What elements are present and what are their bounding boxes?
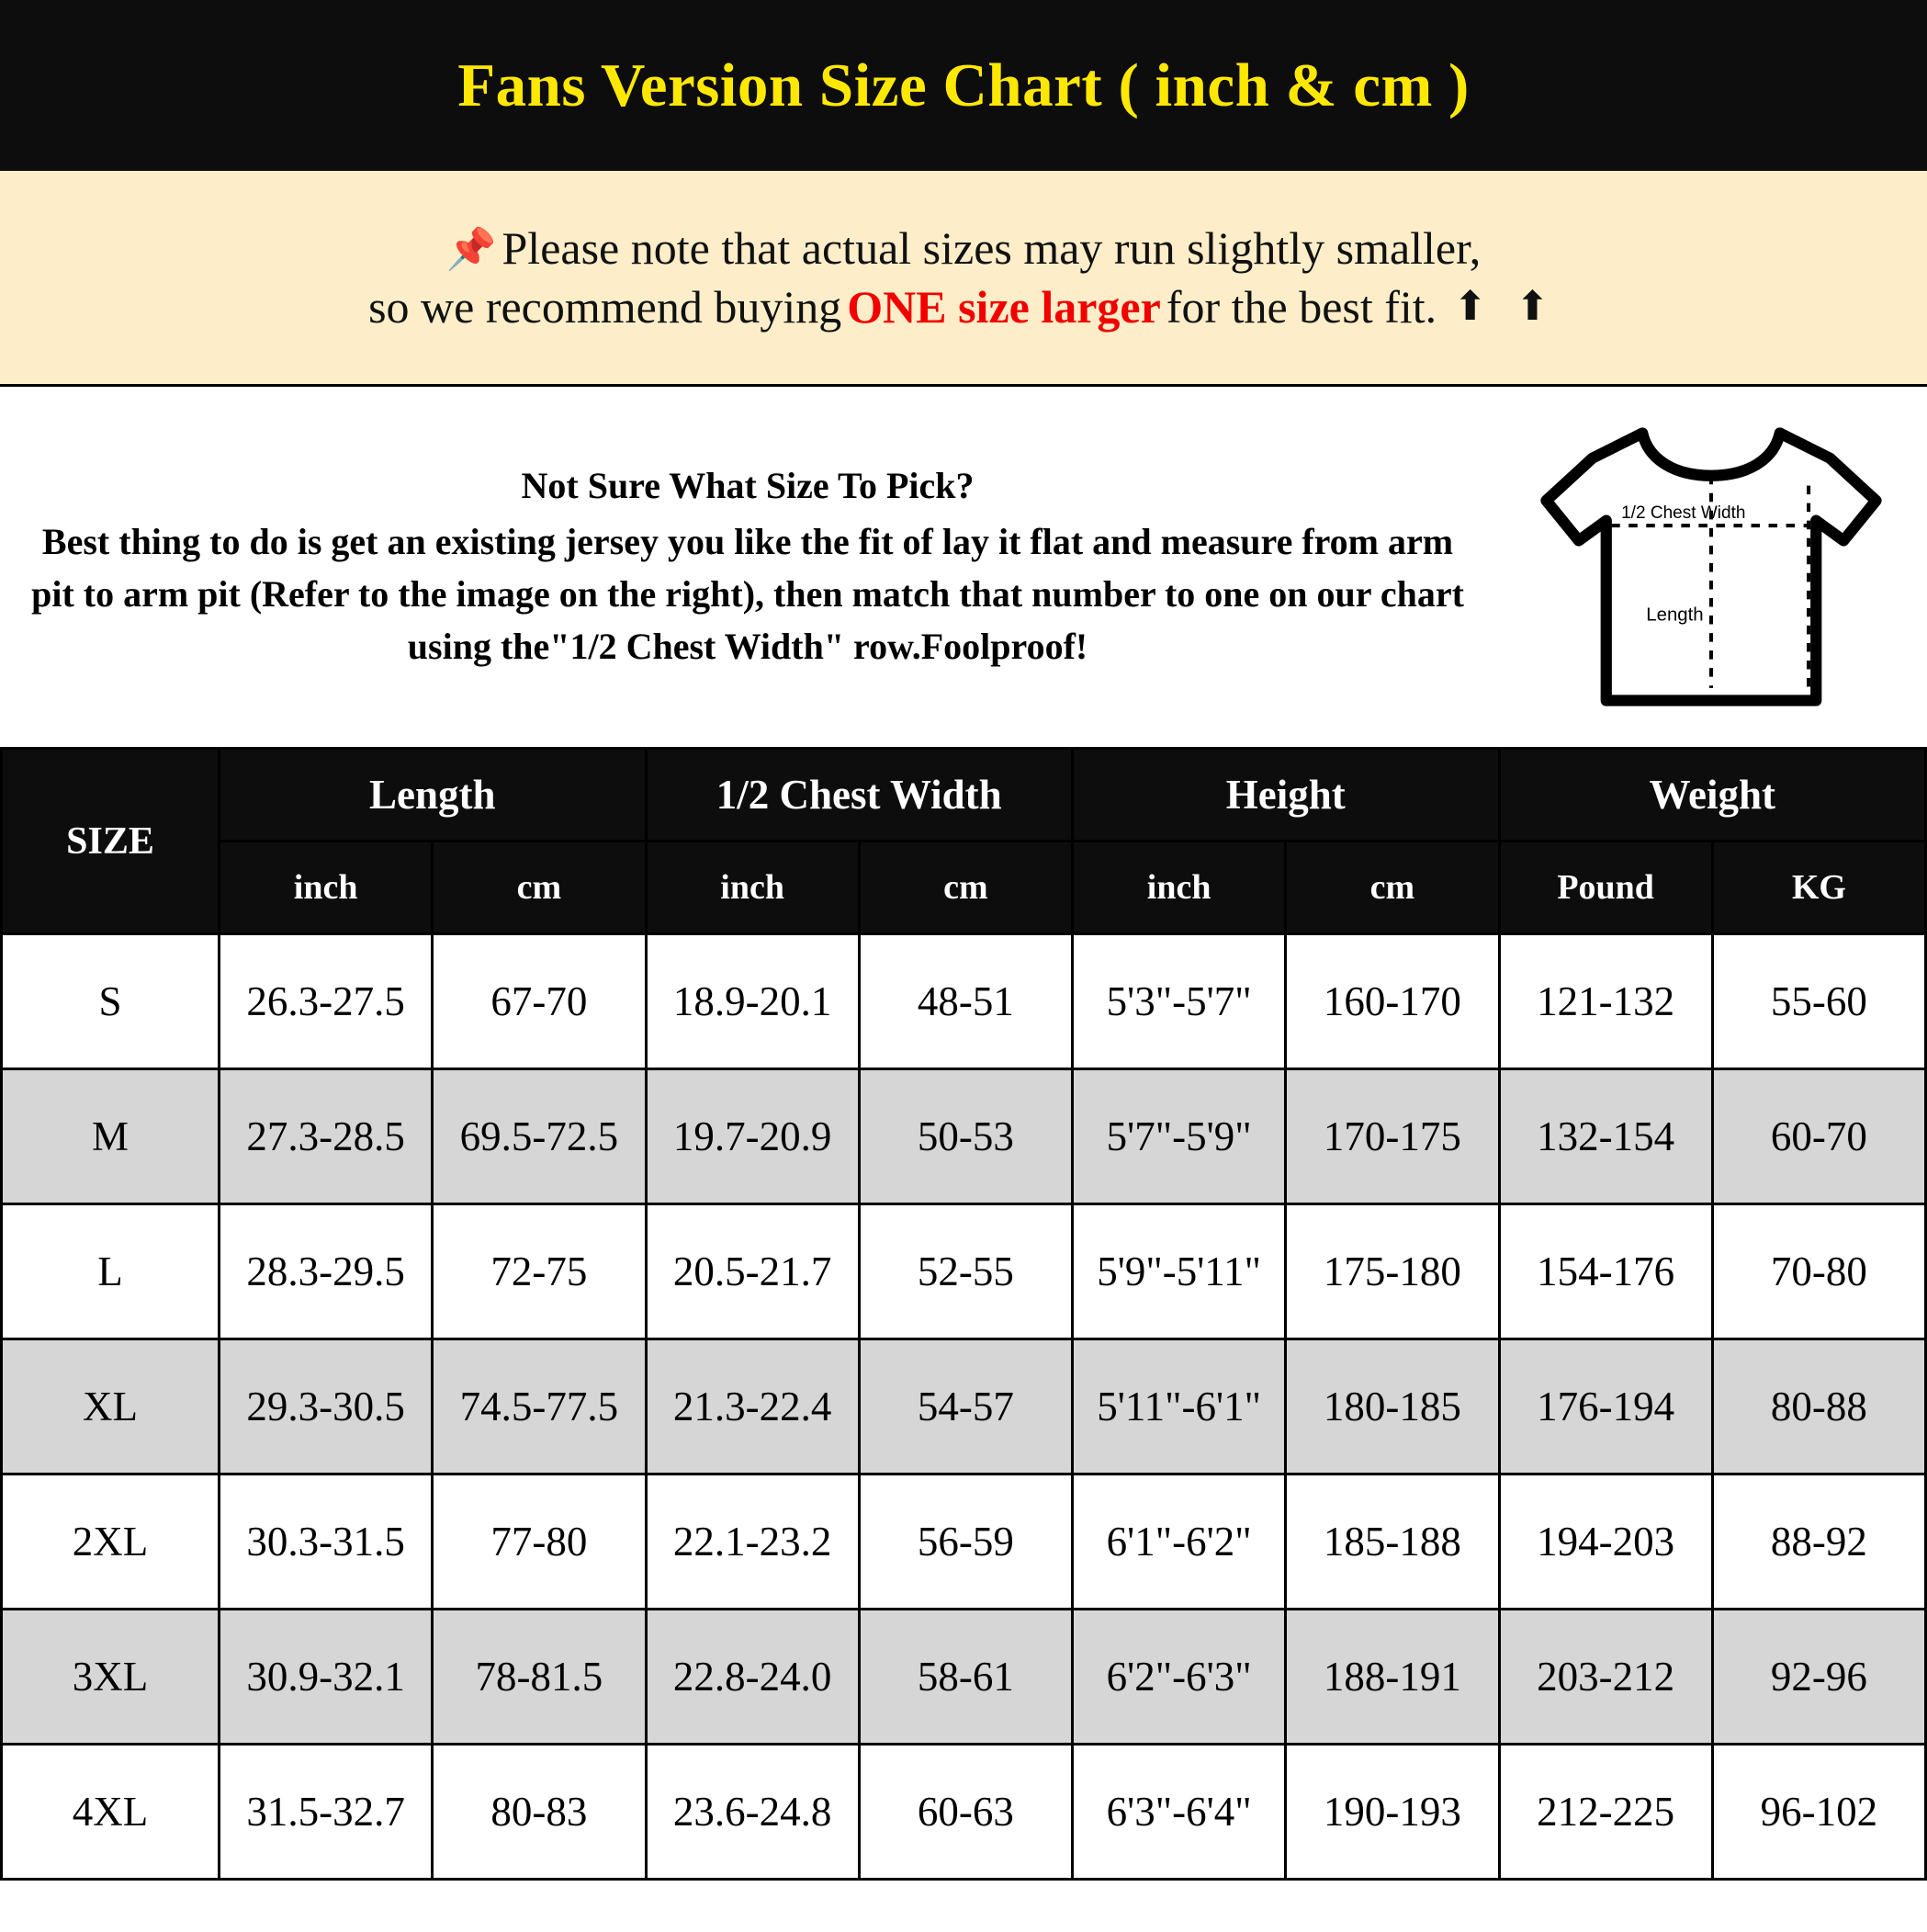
cell-weight-pound: 176-194: [1499, 1339, 1712, 1474]
cell-chest-cm: 58-61: [859, 1610, 1072, 1745]
table-row: [2, 1339, 1926, 1474]
note-line-1: [446, 219, 1482, 277]
cell-height-cm: 180-185: [1286, 1339, 1499, 1474]
cell-size: L: [2, 1204, 220, 1339]
length-label: Length: [1646, 604, 1704, 626]
page-title: Fans Version Size Chart ( inch & cm ): [457, 51, 1470, 119]
cell-height-inch: 5'7"-5'9": [1073, 1069, 1286, 1204]
cell-length-cm: 72-75: [433, 1204, 646, 1339]
title-banner: [0, 0, 1927, 171]
cell-chest-inch: 18.9-20.1: [646, 934, 859, 1069]
tshirt-measure-icon: [1518, 411, 1904, 723]
cell-size: S: [2, 934, 220, 1069]
cell-length-inch: 31.5-32.7: [220, 1745, 433, 1880]
table-body: [2, 934, 1926, 1880]
cell-size: XL: [2, 1339, 220, 1474]
cell-height-inch: 6'1"-6'2": [1073, 1474, 1286, 1610]
advice-section: [0, 387, 1927, 747]
cell-weight-kg: 80-88: [1712, 1339, 1925, 1474]
advice-headline: Not Sure What Size To Pick?: [521, 465, 975, 507]
col-header-length-cm: cm: [433, 842, 646, 934]
cell-length-cm: 74.5-77.5: [433, 1339, 646, 1474]
note-line-1-text: Please note that actual sizes may run slightly smaller,: [501, 222, 1482, 274]
chest-width-label: 1/2 Chest Width: [1621, 503, 1746, 523]
up-arrows-icon: ⬆ ⬆: [1453, 283, 1559, 329]
table-row: [2, 1610, 1926, 1745]
col-group-weight: Weight: [1499, 749, 1926, 842]
cell-weight-pound: 154-176: [1499, 1204, 1712, 1339]
size-table: [0, 747, 1927, 1881]
cell-weight-pound: 194-203: [1499, 1474, 1712, 1610]
cell-length-inch: 28.3-29.5: [220, 1204, 433, 1339]
advice-text: [0, 460, 1495, 672]
cell-weight-kg: 96-102: [1712, 1745, 1925, 1880]
col-header-size: SIZE: [2, 749, 220, 934]
cell-chest-cm: 52-55: [859, 1204, 1072, 1339]
cell-length-inch: 26.3-27.5: [220, 934, 433, 1069]
cell-chest-inch: 22.8-24.0: [646, 1610, 859, 1745]
table-head: [2, 749, 1926, 934]
cell-chest-cm: 60-63: [859, 1745, 1072, 1880]
cell-weight-pound: 132-154: [1499, 1069, 1712, 1204]
cell-height-cm: 160-170: [1286, 934, 1499, 1069]
cell-weight-kg: 92-96: [1712, 1610, 1925, 1745]
cell-weight-kg: 55-60: [1712, 934, 1925, 1069]
table-row: [2, 934, 1926, 1069]
table-row: [2, 1204, 1926, 1339]
cell-length-cm: 67-70: [433, 934, 646, 1069]
cell-weight-kg: 60-70: [1712, 1069, 1925, 1204]
cell-height-inch: 5'11"-6'1": [1073, 1339, 1286, 1474]
col-header-height-cm: cm: [1286, 842, 1499, 934]
pushpin-icon: 📌: [445, 227, 497, 272]
cell-length-inch: 27.3-28.5: [220, 1069, 433, 1204]
cell-size: 2XL: [2, 1474, 220, 1610]
col-header-weight-kg: KG: [1712, 842, 1925, 934]
cell-height-inch: 5'9"-5'11": [1073, 1204, 1286, 1339]
cell-chest-inch: 22.1-23.2: [646, 1474, 859, 1610]
cell-chest-cm: 48-51: [859, 934, 1072, 1069]
table-head-row-units: [2, 842, 1926, 934]
table-head-row-groups: [2, 749, 1926, 842]
cell-length-cm: 78-81.5: [433, 1610, 646, 1745]
cell-weight-kg: 88-92: [1712, 1474, 1925, 1610]
cell-length-cm: 77-80: [433, 1474, 646, 1610]
note-line-2-suffix: for the best fit.: [1166, 281, 1437, 333]
col-group-height: Height: [1073, 749, 1500, 842]
col-group-chest-width: 1/2 Chest Width: [646, 749, 1073, 842]
cell-height-inch: 6'3"-6'4": [1073, 1745, 1286, 1880]
table-row: [2, 1069, 1926, 1204]
advice-body: Best thing to do is get an existing jersey you like the fit of lay it flat and measure from arm pit to arm pit (Refer to the image on the right), then match that number to one on our chart using the"1/2 Chest Width" row.Foolproof!: [31, 521, 1464, 667]
cell-length-cm: 80-83: [433, 1745, 646, 1880]
cell-height-cm: 185-188: [1286, 1474, 1499, 1610]
cell-size: M: [2, 1069, 220, 1204]
cell-chest-inch: 21.3-22.4: [646, 1339, 859, 1474]
cell-weight-kg: 70-80: [1712, 1204, 1925, 1339]
cell-length-cm: 69.5-72.5: [433, 1069, 646, 1204]
cell-height-inch: 5'3"-5'7": [1073, 934, 1286, 1069]
cell-length-inch: 29.3-30.5: [220, 1339, 433, 1474]
col-header-chest-inch: inch: [646, 842, 859, 934]
cell-length-inch: 30.3-31.5: [220, 1474, 433, 1610]
note-band: [0, 171, 1927, 387]
cell-height-cm: 190-193: [1286, 1745, 1499, 1880]
table-row: [2, 1745, 1926, 1880]
cell-weight-pound: 121-132: [1499, 934, 1712, 1069]
table-row: [2, 1474, 1926, 1610]
cell-height-cm: 188-191: [1286, 1610, 1499, 1745]
note-line-2: [368, 277, 1559, 336]
cell-chest-inch: 19.7-20.9: [646, 1069, 859, 1204]
cell-chest-inch: 23.6-24.8: [646, 1745, 859, 1880]
col-header-chest-cm: cm: [859, 842, 1072, 934]
col-group-length: Length: [220, 749, 647, 842]
cell-chest-cm: 50-53: [859, 1069, 1072, 1204]
col-header-height-inch: inch: [1073, 842, 1286, 934]
cell-height-inch: 6'2"-6'3": [1073, 1610, 1286, 1745]
col-header-weight-pound: Pound: [1499, 842, 1712, 934]
cell-size: 3XL: [2, 1610, 220, 1745]
cell-weight-pound: 212-225: [1499, 1745, 1712, 1880]
cell-chest-cm: 56-59: [859, 1474, 1072, 1610]
cell-height-cm: 175-180: [1286, 1204, 1499, 1339]
cell-chest-inch: 20.5-21.7: [646, 1204, 859, 1339]
note-line-2-prefix: so we recommend buying: [368, 281, 842, 333]
cell-length-inch: 30.9-32.1: [220, 1610, 433, 1745]
col-header-length-inch: inch: [220, 842, 433, 934]
cell-size: 4XL: [2, 1745, 220, 1880]
cell-height-cm: 170-175: [1286, 1069, 1499, 1204]
cell-weight-pound: 203-212: [1499, 1610, 1712, 1745]
tshirt-diagram: [1495, 411, 1927, 723]
note-highlight: ONE size larger: [847, 281, 1161, 333]
cell-chest-cm: 54-57: [859, 1339, 1072, 1474]
